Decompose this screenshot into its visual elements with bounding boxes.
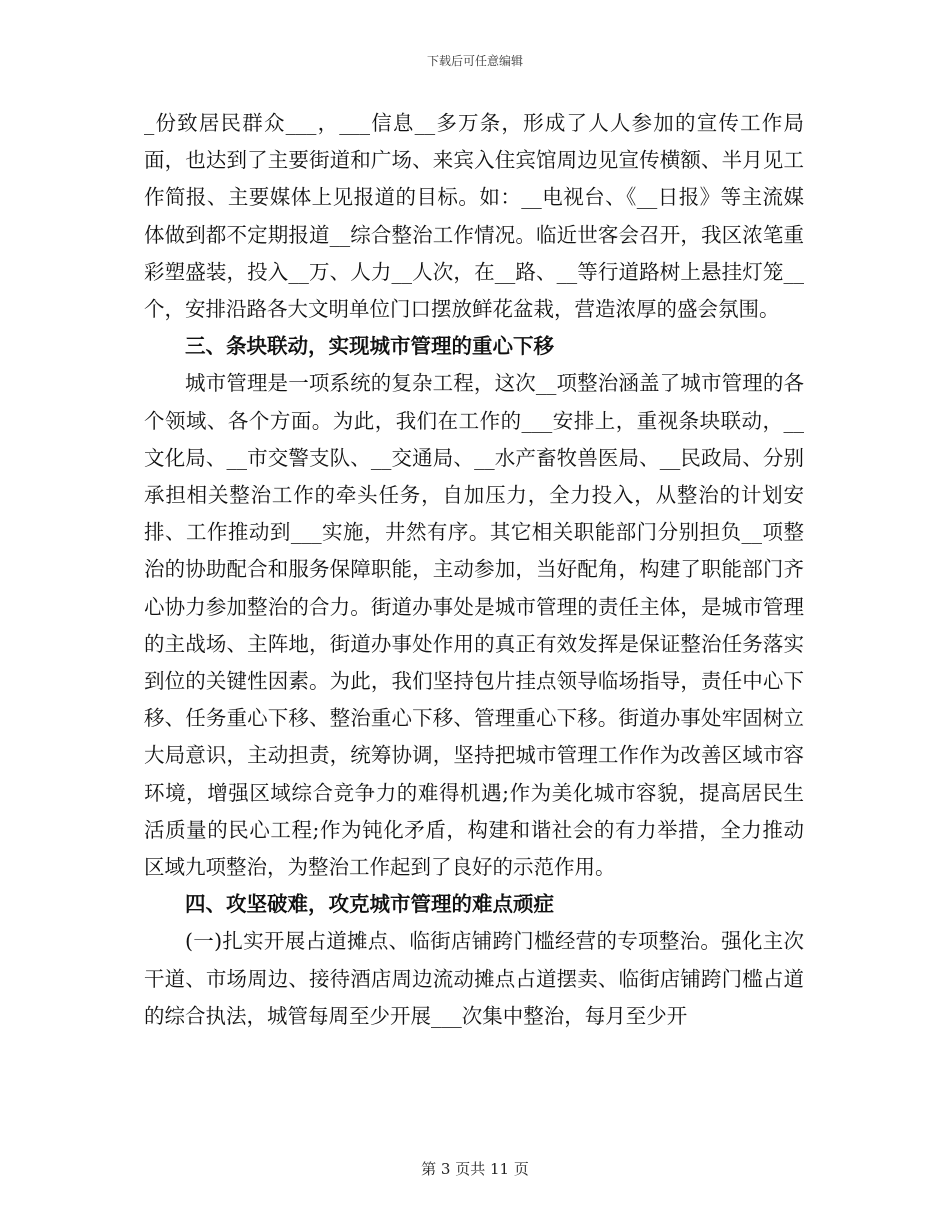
body-paragraph: (一)扎实开展占道摊点、临街店铺跨门槛经营的专项整治。强化主次干道、市场周边、接待酒店周边流动摊点占道摆卖、临街店铺跨门槛占道的综合执法，城管每周至少开展___次集中整治，每月至少开 (144, 929, 804, 1028)
section-heading: 三、条块联动，实现城市管理的重心下移 (185, 334, 554, 359)
page-header: 下载后可任意编辑 (426, 54, 523, 68)
section-heading: 四、攻坚破难，攻克城市管理的难点顽症 (185, 892, 554, 917)
document-body (144, 105, 804, 1035)
body-paragraph: _份致居民群众___，___信息__多万条，形成了人人参加的宣传工作局面，也达到了主要街道和广场、来宾入住宾馆周边见宣传横额、半月见工作简报、主要媒体上见报道的目标。如：__电视台、《__日报》等主流媒体做到都不定期报道__综合整治工作情况。临近世客会召开，我区浓笔重彩塑盛装，投入__万、人力__人次，在__路、__等行道路树上悬挂灯笼__个，安排沿路各大文明单位门口摆放鲜花盆栽，营造浓厚的盛会氛围。 (144, 111, 804, 322)
page-footer: 第 3 页共 11 页 (421, 1160, 529, 1178)
body-paragraph: 城市管理是一项系统的复杂工程，这次__项整治涵盖了城市管理的各个领域、各个方面。为此，我们在工作的___安排上，重视条块联动，__文化局、__市交警支队、__交通局、__水产畜牧兽医局、__民政局、分别承担相关整治工作的牵头任务，自加压力，全力投入，从整治的计划安排、工作推动到___实施，井然有序。其它相关职能部门分别担负__项整治的协助配合和服务保障职能，主动参加，当好配角，构建了职能部门齐心协力参加整治的合力。街道办事处是城市管理的责任主体，是城市管理的主战场、主阵地，街道办事处作用的真正有效发挥是保证整治任务落实到位的关键性因素。为此，我们坚持包片挂点领导临场指导，责任中心下移、任务重心下移、整治重心下移、管理重心下移。街道办事处牢固树立大局意识，主动担责，统筹协调，坚持把城市管理工作作为改善区域市容环境，增强区域综合竞争力的难得机遇;作为美化城市容貌，提高居民生活质量的民心工程;作为钝化矛盾，构建和谐社会的有力举措，全力推动区域九项整治，为整治工作起到了良好的示范作用。 (144, 371, 804, 880)
